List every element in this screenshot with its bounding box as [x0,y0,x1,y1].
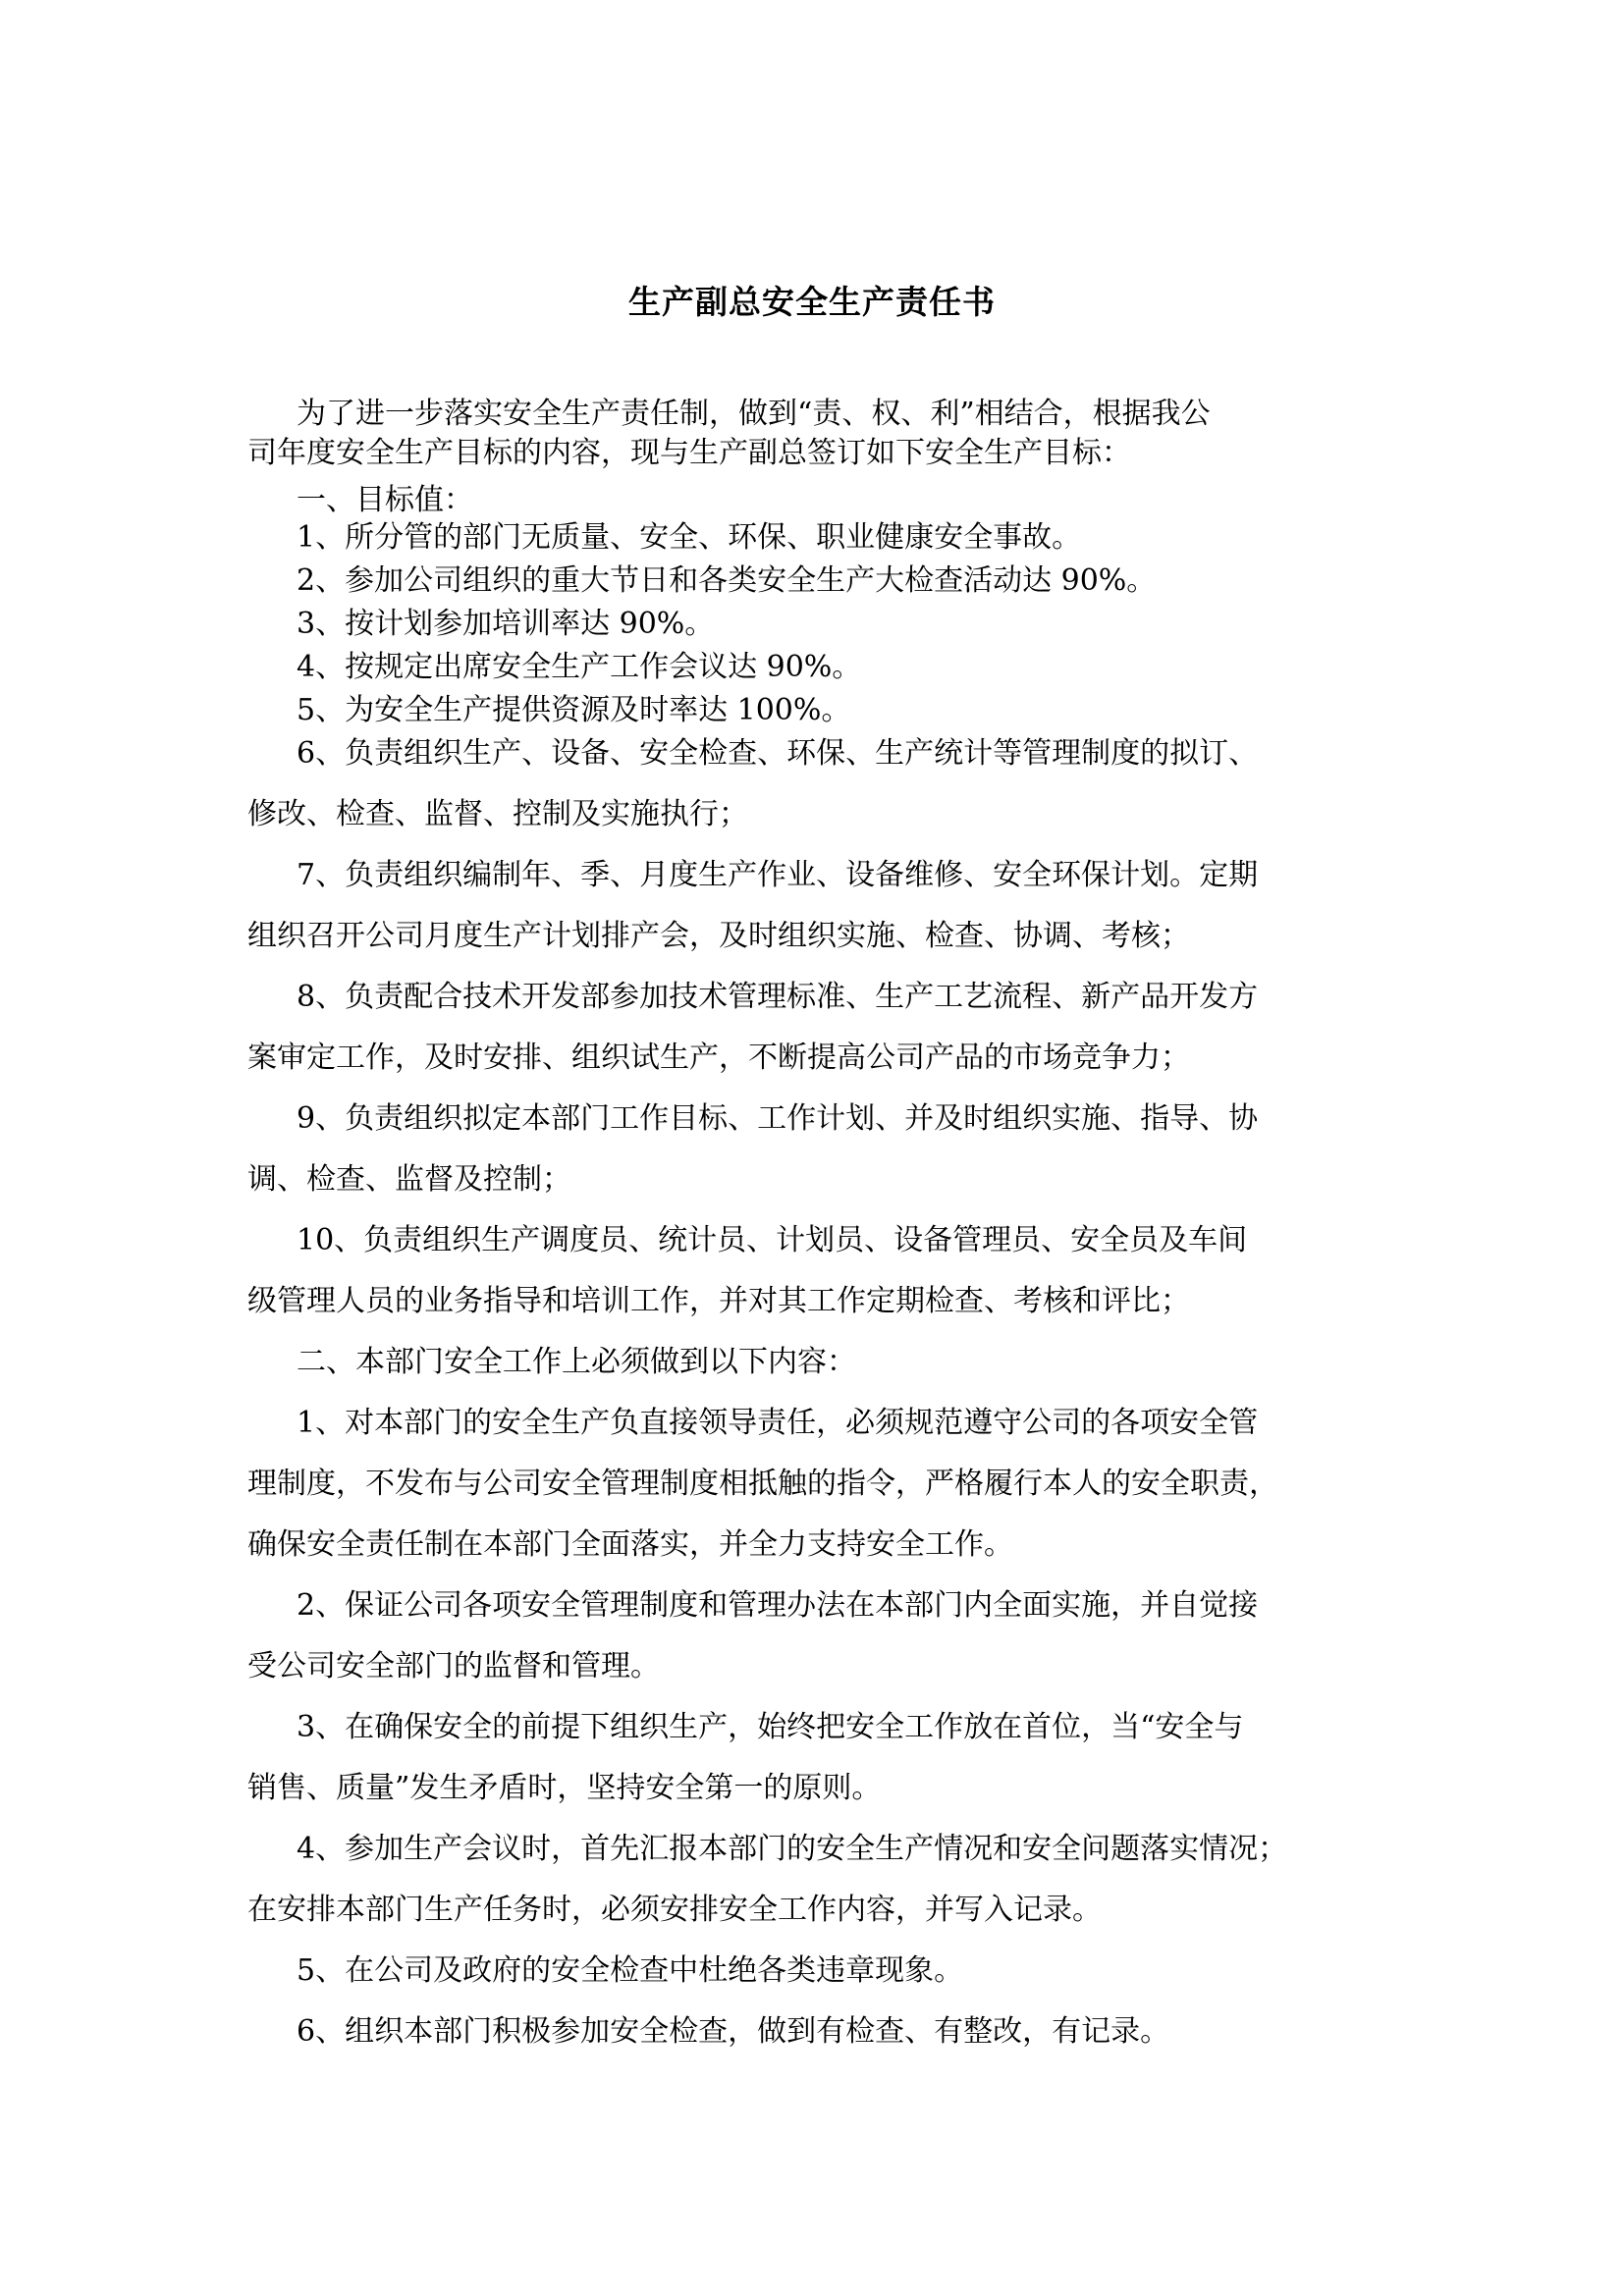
paragraph-16-line-1: 3、在确保安全的前提下组织生产，始终把安全工作放在首位，当“安全与 [297,1710,1244,1744]
paragraph-15-line-1: 2、保证公司各项安全管理制度和管理办法在本部门内全面实施，并自觉接 [297,1588,1259,1623]
paragraph-11-line-2: 调、检查、监督及控制； [247,1162,571,1197]
paragraph-7-line-1: 5、为安全生产提供资源及时率达 100%。 [297,693,851,727]
paragraph-8-line-1: 6、负责组织生产、设备、安全检查、环保、生产统计等管理制度的拟订、 [297,736,1259,771]
paragraph-12-line-1: 10、负责组织生产调度员、统计员、计划员、设备管理员、安全员及车间 [297,1223,1248,1257]
paragraph-9-line-2: 组织召开公司月度生产计划排产会，及时组织实施、检查、协调、考核； [247,919,1190,953]
paragraph-4-line-1: 2、参加公司组织的重大节日和各类安全生产大检查活动达 90%。 [297,563,1157,598]
paragraph-14-line-3: 确保安全责任制在本部门全面落实，并全力支持安全工作。 [247,1527,1013,1562]
paragraph-15-line-2: 受公司安全部门的监督和管理。 [247,1649,660,1683]
page-title: 生产副总安全生产责任书 [628,283,996,321]
paragraph-16-line-2: 销售、质量”发生矛盾时，坚持安全第一的原则。 [247,1771,882,1805]
paragraph-11-line-1: 9、负责组织拟定本部门工作目标、工作计划、并及时组织实施、指导、协 [297,1101,1259,1136]
paragraph-17-line-2: 在安排本部门生产任务时，必须安排安全工作内容，并写入记录。 [247,1893,1102,1927]
paragraph-17-line-1: 4、参加生产会议时，首先汇报本部门的安全生产情况和安全问题落实情况； [297,1832,1288,1866]
paragraph-8-line-2: 修改、检查、监督、控制及实施执行； [247,797,748,831]
paragraph-10-line-1: 8、负责配合技术开发部参加技术管理标准、生产工艺流程、新产品开发方 [297,980,1259,1014]
paragraph-14-line-2: 理制度，不发布与公司安全管理制度相抵触的指令，严格履行本人的安全职责， [247,1467,1278,1501]
paragraph-6-line-1: 4、按规定出席安全生产工作会议达 90%。 [297,650,862,684]
paragraph-3-line-1: 1、所分管的部门无质量、安全、环保、职业健康安全事故。 [297,520,1082,555]
paragraph-12-line-2: 级管理人员的业务指导和培训工作，并对其工作定期检查、考核和评比； [247,1284,1190,1318]
paragraph-19-line-1: 6、组织本部门积极参加安全检查，做到有检查、有整改，有记录。 [297,2014,1170,2049]
paragraph-2-line-1: 一、目标值： [297,483,473,517]
paragraph-1-line-2: 司年度安全生产目标的内容，现与生产副总签订如下安全生产目标： [247,436,1131,470]
paragraph-10-line-2: 案审定工作，及时安排、组织试生产，不断提高公司产品的市场竞争力； [247,1041,1190,1075]
paragraph-14-line-1: 1、对本部门的安全生产负直接领导责任，必须规范遵守公司的各项安全管 [297,1406,1259,1440]
paragraph-1-line-1: 为了进一步落实安全生产责任制，做到“责、权、利”相结合，根据我公 [297,397,1211,431]
paragraph-9-line-1: 7、负责组织编制年、季、月度生产作业、设备维修、安全环保计划。定期 [297,858,1259,892]
paragraph-18-line-1: 5、在公司及政府的安全检查中杜绝各类违章现象。 [297,1953,964,1988]
paragraph-13-line-1: 二、本部门安全工作上必须做到以下内容： [297,1345,856,1379]
paragraph-5-line-1: 3、按计划参加培训率达 90%。 [297,607,715,641]
